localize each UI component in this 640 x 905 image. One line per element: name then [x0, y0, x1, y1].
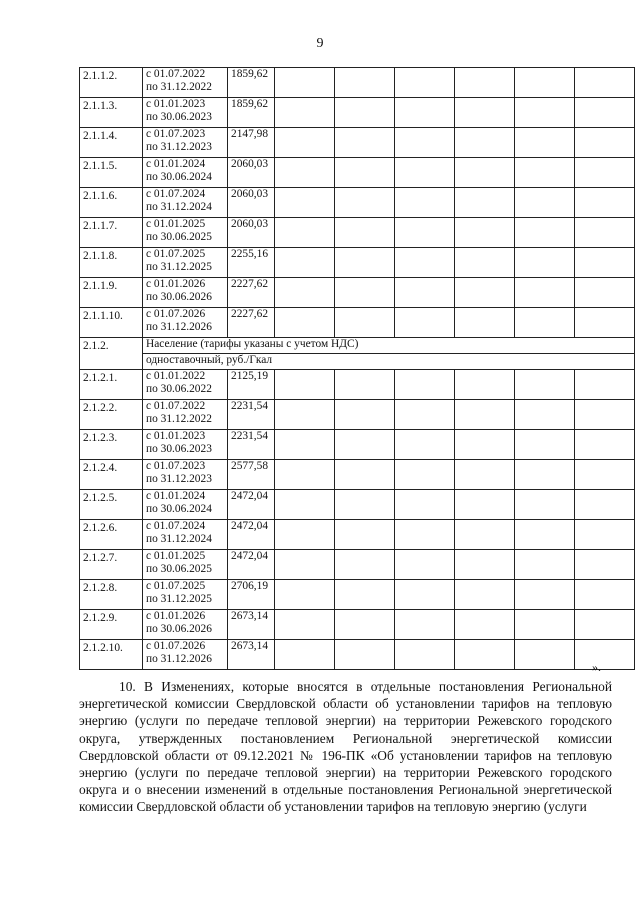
row-number: 2.1.2.8.: [80, 580, 143, 610]
tariff-value: 1859,62: [228, 68, 275, 98]
empty-cell: [275, 68, 335, 98]
empty-cell: [335, 430, 395, 460]
empty-cell: [395, 580, 455, 610]
empty-cell: [395, 278, 455, 308]
empty-cell: [455, 610, 515, 640]
tariff-value: 2227,62: [228, 308, 275, 338]
period-to: по 31.12.2023: [146, 141, 212, 153]
empty-cell: [575, 550, 635, 580]
empty-cell: [275, 98, 335, 128]
empty-cell: [395, 98, 455, 128]
table-row: [80, 218, 635, 248]
empty-cell: [575, 400, 635, 430]
empty-cell: [335, 308, 395, 338]
table-row: [80, 490, 635, 520]
table-row: [80, 188, 635, 218]
empty-cell: [395, 370, 455, 400]
table-row: [80, 308, 635, 338]
empty-cell: [515, 158, 575, 188]
empty-cell: [455, 188, 515, 218]
empty-cell: [515, 640, 575, 670]
period-from: с 01.01.2026: [146, 278, 206, 290]
empty-cell: [395, 550, 455, 580]
table-row: [80, 580, 635, 610]
empty-cell: [515, 490, 575, 520]
period-cell: [143, 370, 228, 400]
empty-cell: [395, 308, 455, 338]
row-number: 2.1.2.1.: [80, 370, 143, 400]
empty-cell: [575, 68, 635, 98]
empty-cell: [275, 370, 335, 400]
empty-cell: [275, 640, 335, 670]
empty-cell: [575, 490, 635, 520]
row-number: 2.1.2.5.: [80, 490, 143, 520]
row-number: 2.1.1.10.: [80, 308, 143, 338]
tariff-value: 2472,04: [228, 520, 275, 550]
empty-cell: [395, 610, 455, 640]
empty-cell: [515, 278, 575, 308]
period-from: с 01.01.2022: [146, 370, 206, 382]
empty-cell: [275, 490, 335, 520]
empty-cell: [395, 400, 455, 430]
empty-cell: [335, 370, 395, 400]
empty-cell: [335, 98, 395, 128]
empty-cell: [575, 248, 635, 278]
row-number: 2.1.1.8.: [80, 248, 143, 278]
row-number: 2.1.1.4.: [80, 128, 143, 158]
row-number: 2.1.2.10.: [80, 640, 143, 670]
empty-cell: [395, 520, 455, 550]
empty-cell: [455, 400, 515, 430]
table-row: [80, 430, 635, 460]
empty-cell: [455, 550, 515, 580]
period-cell: [143, 128, 228, 158]
table-row: [80, 520, 635, 550]
row-number: 2.1.1.2.: [80, 68, 143, 98]
table-row: [80, 248, 635, 278]
empty-cell: [575, 98, 635, 128]
period-cell: [143, 188, 228, 218]
empty-cell: [455, 278, 515, 308]
row-number: 2.1.1.3.: [80, 98, 143, 128]
empty-cell: [275, 400, 335, 430]
period-to: по 31.12.2024: [146, 201, 212, 213]
tariff-value: 2472,04: [228, 550, 275, 580]
empty-cell: [395, 218, 455, 248]
empty-cell: [395, 68, 455, 98]
empty-cell: [515, 610, 575, 640]
section-header-row: [80, 338, 635, 354]
period-cell: [143, 248, 228, 278]
period-to: по 31.12.2026: [146, 653, 212, 665]
period-from: с 01.01.2023: [146, 98, 206, 110]
period-to: по 30.06.2023: [146, 111, 212, 123]
empty-cell: [455, 520, 515, 550]
empty-cell: [395, 248, 455, 278]
row-number: 2.1.2.2.: [80, 400, 143, 430]
row-number: 2.1.1.5.: [80, 158, 143, 188]
period-from: с 01.01.2025: [146, 550, 206, 562]
empty-cell: [455, 128, 515, 158]
period-to: по 30.06.2024: [146, 171, 212, 183]
empty-cell: [575, 188, 635, 218]
period-cell: [143, 580, 228, 610]
empty-cell: [575, 610, 635, 640]
period-from: с 01.01.2026: [146, 610, 206, 622]
empty-cell: [515, 248, 575, 278]
empty-cell: [335, 400, 395, 430]
empty-cell: [455, 640, 515, 670]
empty-cell: [395, 430, 455, 460]
section-subtitle: одноставочный, руб./Гкал: [143, 354, 635, 370]
empty-cell: [335, 460, 395, 490]
empty-cell: [575, 278, 635, 308]
empty-cell: [455, 98, 515, 128]
empty-cell: [275, 218, 335, 248]
table-row: [80, 68, 635, 98]
empty-cell: [575, 520, 635, 550]
tariff-table: [79, 67, 635, 670]
empty-cell: [575, 158, 635, 188]
empty-cell: [515, 128, 575, 158]
row-number: 2.1.2.9.: [80, 610, 143, 640]
tariff-value: 2125,19: [228, 370, 275, 400]
empty-cell: [275, 128, 335, 158]
empty-cell: [455, 218, 515, 248]
period-from: с 01.07.2025: [146, 580, 206, 592]
empty-cell: [275, 248, 335, 278]
period-from: с 01.07.2022: [146, 400, 206, 412]
empty-cell: [575, 218, 635, 248]
period-to: по 31.12.2026: [146, 321, 212, 333]
table-row: [80, 640, 635, 670]
empty-cell: [335, 218, 395, 248]
empty-cell: [275, 550, 335, 580]
period-from: с 01.01.2025: [146, 218, 206, 230]
period-from: с 01.07.2022: [146, 68, 206, 80]
tariff-value: 2255,16: [228, 248, 275, 278]
empty-cell: [575, 580, 635, 610]
period-to: по 31.12.2025: [146, 593, 212, 605]
tariff-value: 2673,14: [228, 610, 275, 640]
row-number: 2.1.1.9.: [80, 278, 143, 308]
period-to: по 31.12.2022: [146, 413, 212, 425]
tariff-value: 2060,03: [228, 218, 275, 248]
period-from: с 01.07.2026: [146, 640, 206, 652]
empty-cell: [515, 218, 575, 248]
table-row: [80, 400, 635, 430]
tariff-value: 2231,54: [228, 400, 275, 430]
period-from: с 01.07.2023: [146, 460, 206, 472]
empty-cell: [335, 188, 395, 218]
empty-cell: [335, 580, 395, 610]
table-row: [80, 158, 635, 188]
period-cell: [143, 640, 228, 670]
period-cell: [143, 520, 228, 550]
table-row: [80, 370, 635, 400]
period-to: по 31.12.2024: [146, 533, 212, 545]
empty-cell: [335, 520, 395, 550]
table-row: [80, 460, 635, 490]
empty-cell: [575, 460, 635, 490]
period-cell: [143, 278, 228, 308]
empty-cell: [575, 640, 635, 670]
period-from: с 01.07.2026: [146, 308, 206, 320]
tariff-value: 2472,04: [228, 490, 275, 520]
tariff-value: 2577,58: [228, 460, 275, 490]
section-title: Население (тарифы указаны с учетом НДС): [143, 338, 635, 354]
tariff-value: 2706,19: [228, 580, 275, 610]
empty-cell: [575, 308, 635, 338]
empty-cell: [275, 430, 335, 460]
period-to: по 30.06.2025: [146, 563, 212, 575]
empty-cell: [455, 158, 515, 188]
empty-cell: [455, 308, 515, 338]
period-to: по 30.06.2025: [146, 231, 212, 243]
period-from: с 01.01.2024: [146, 490, 206, 502]
period-to: по 31.12.2023: [146, 473, 212, 485]
empty-cell: [515, 188, 575, 218]
empty-cell: [455, 68, 515, 98]
paragraph-10: 10. В Изменениях, которые вносятся в отдельные постановления Региональной энергетической комиссии Свердловской области об установлении тарифов на тепловую энергию (услуги по передаче тепловой энергии) на территории Режевского городского округа, утвержденных постановлением Региональной энергетической комиссии Свердловской области от 09.12.2021 № 196-ПК «Об установлении тарифов на тепловую энергию (услуги по передаче тепловой энергии) на территории Режевского городского округа и о внесении изменений в отдельные постановления Региональной энергетической комиссии Свердловской области об установлении тарифов на тепловую энергию (услуги: [79, 679, 612, 815]
empty-cell: [335, 128, 395, 158]
empty-cell: [275, 278, 335, 308]
section-number: 2.1.2.: [80, 338, 143, 370]
empty-cell: [455, 248, 515, 278]
period-cell: [143, 68, 228, 98]
period-to: по 30.06.2023: [146, 443, 212, 455]
empty-cell: [275, 460, 335, 490]
empty-cell: [515, 460, 575, 490]
row-number: 2.1.1.6.: [80, 188, 143, 218]
table-row: [80, 98, 635, 128]
empty-cell: [395, 640, 455, 670]
period-cell: [143, 218, 228, 248]
period-from: с 01.07.2024: [146, 520, 206, 532]
empty-cell: [335, 640, 395, 670]
empty-cell: [575, 370, 635, 400]
period-to: по 30.06.2024: [146, 503, 212, 515]
period-to: по 30.06.2026: [146, 623, 212, 635]
period-cell: [143, 430, 228, 460]
period-to: по 31.12.2022: [146, 81, 212, 93]
period-cell: [143, 158, 228, 188]
empty-cell: [395, 128, 455, 158]
period-from: с 01.01.2024: [146, 158, 206, 170]
period-from: с 01.07.2024: [146, 188, 206, 200]
empty-cell: [275, 188, 335, 218]
table-row: [80, 278, 635, 308]
period-to: по 30.06.2022: [146, 383, 212, 395]
tariff-value: 2060,03: [228, 188, 275, 218]
empty-cell: [515, 550, 575, 580]
period-cell: [143, 490, 228, 520]
table-row: [80, 610, 635, 640]
empty-cell: [335, 490, 395, 520]
period-cell: [143, 98, 228, 128]
empty-cell: [275, 520, 335, 550]
period-to: по 31.12.2025: [146, 261, 212, 273]
empty-cell: [395, 460, 455, 490]
empty-cell: [515, 520, 575, 550]
body-text: [79, 678, 612, 816]
empty-cell: [515, 68, 575, 98]
empty-cell: [275, 158, 335, 188]
period-from: с 01.07.2025: [146, 248, 206, 260]
tariff-value: 2147,98: [228, 128, 275, 158]
empty-cell: [275, 610, 335, 640]
empty-cell: [455, 430, 515, 460]
empty-cell: [515, 400, 575, 430]
empty-cell: [335, 248, 395, 278]
empty-cell: [515, 98, 575, 128]
closing-quote: ».: [592, 660, 601, 674]
empty-cell: [335, 158, 395, 188]
empty-cell: [515, 430, 575, 460]
empty-cell: [335, 610, 395, 640]
tariff-value: 2227,62: [228, 278, 275, 308]
empty-cell: [395, 158, 455, 188]
empty-cell: [515, 580, 575, 610]
period-cell: [143, 460, 228, 490]
row-number: 2.1.2.7.: [80, 550, 143, 580]
empty-cell: [515, 308, 575, 338]
empty-cell: [515, 370, 575, 400]
row-number: 2.1.2.6.: [80, 520, 143, 550]
empty-cell: [395, 188, 455, 218]
empty-cell: [335, 68, 395, 98]
period-cell: [143, 610, 228, 640]
empty-cell: [455, 580, 515, 610]
empty-cell: [275, 308, 335, 338]
tariff-value: 2060,03: [228, 158, 275, 188]
empty-cell: [275, 580, 335, 610]
tariff-value: 2673,14: [228, 640, 275, 670]
empty-cell: [455, 490, 515, 520]
page-number: 9: [316, 36, 324, 51]
section-subtitle-row: [80, 354, 635, 370]
row-number: 2.1.2.3.: [80, 430, 143, 460]
empty-cell: [575, 430, 635, 460]
period-from: с 01.01.2023: [146, 430, 206, 442]
period-from: с 01.07.2023: [146, 128, 206, 140]
table-row: [80, 128, 635, 158]
empty-cell: [335, 278, 395, 308]
period-to: по 30.06.2026: [146, 291, 212, 303]
row-number: 2.1.1.7.: [80, 218, 143, 248]
empty-cell: [455, 460, 515, 490]
empty-cell: [575, 128, 635, 158]
tariff-value: 1859,62: [228, 98, 275, 128]
tariff-value: 2231,54: [228, 430, 275, 460]
empty-cell: [395, 490, 455, 520]
period-cell: [143, 400, 228, 430]
table-row: [80, 550, 635, 580]
empty-cell: [455, 370, 515, 400]
period-cell: [143, 308, 228, 338]
empty-cell: [335, 550, 395, 580]
period-cell: [143, 550, 228, 580]
row-number: 2.1.2.4.: [80, 460, 143, 490]
